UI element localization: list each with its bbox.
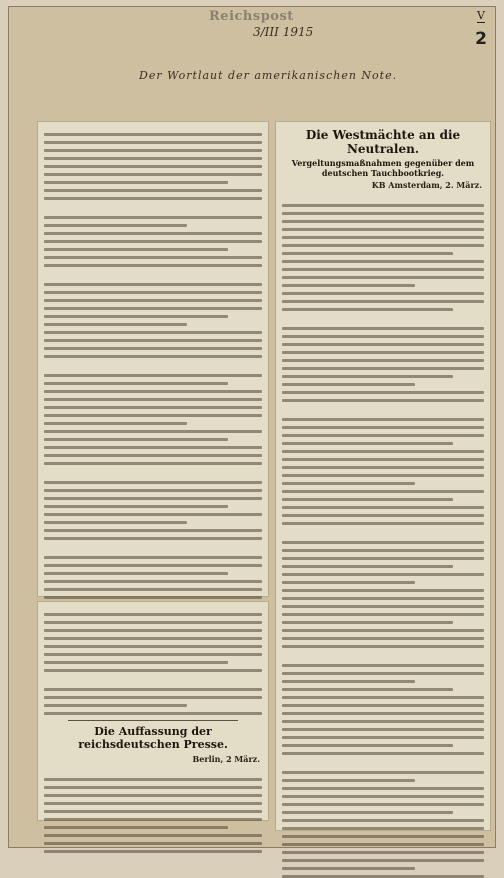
paragraph-gap — [38, 205, 268, 211]
text-line — [44, 778, 262, 781]
text-line — [282, 557, 484, 560]
text-line — [282, 300, 484, 303]
text-line — [282, 252, 453, 255]
text-line — [44, 216, 262, 219]
text-line — [44, 382, 228, 385]
text-line — [44, 645, 262, 648]
text-line — [44, 414, 262, 417]
paragraph-gap — [38, 677, 268, 683]
text-line — [44, 556, 262, 559]
text-line — [44, 688, 262, 691]
text-line — [44, 497, 262, 500]
text-line — [282, 827, 484, 830]
paragraph-gap — [38, 272, 268, 278]
text-line — [44, 398, 262, 401]
clipping-note-points — [37, 121, 269, 597]
text-line — [44, 596, 262, 599]
clipping-press-opinion — [37, 601, 269, 821]
text-line — [282, 458, 484, 461]
text-line — [44, 712, 262, 715]
text-line — [44, 653, 262, 656]
paragraph-gap — [38, 363, 268, 369]
text-line — [44, 331, 262, 334]
text-line — [282, 664, 484, 667]
text-line — [282, 851, 484, 854]
text-line — [44, 613, 262, 616]
text-line — [282, 744, 453, 747]
clipping-western-powers — [275, 121, 491, 831]
paragraph-gap — [276, 653, 490, 659]
text-line — [282, 335, 484, 338]
text-line — [44, 842, 262, 845]
text-line — [282, 803, 484, 806]
paragraph-gap — [38, 470, 268, 476]
text-line — [44, 637, 262, 640]
paragraph-gap — [38, 122, 268, 128]
paragraph-gap — [38, 767, 268, 773]
text-line — [44, 374, 262, 377]
text-line — [44, 291, 262, 294]
text-line — [44, 189, 262, 192]
text-line — [44, 283, 262, 286]
text-line — [44, 505, 228, 508]
text-line — [44, 661, 228, 664]
text-line — [282, 292, 484, 295]
text-line — [44, 786, 262, 789]
text-line — [44, 580, 262, 583]
text-line — [44, 669, 262, 672]
text-line — [282, 514, 484, 517]
newspaper-masthead: Reichspost — [209, 9, 294, 24]
text-line — [44, 438, 228, 441]
article-headline: Die Auffassung der reichsdeutschen Presse. — [78, 725, 228, 751]
text-line — [282, 327, 484, 330]
text-line — [44, 802, 262, 805]
text-line — [282, 712, 484, 715]
paragraph-gap — [276, 193, 490, 199]
text-line — [44, 696, 262, 699]
text-line — [282, 573, 484, 576]
text-line — [44, 621, 262, 624]
handwritten-note: Der Wortlaut der amerikanischen Note. — [139, 69, 398, 82]
text-line — [44, 564, 262, 567]
text-line — [282, 466, 484, 469]
text-line — [282, 613, 484, 616]
text-line — [44, 481, 262, 484]
text-line — [44, 834, 262, 837]
text-line — [44, 165, 262, 168]
text-line — [282, 260, 484, 263]
text-line — [282, 399, 484, 402]
paragraph-gap — [276, 760, 490, 766]
text-line — [282, 541, 484, 544]
text-line — [44, 489, 262, 492]
text-line — [44, 232, 262, 235]
text-line — [282, 736, 484, 739]
text-line — [44, 422, 187, 425]
paragraph-gap — [276, 530, 490, 536]
text-line — [44, 794, 262, 797]
volume-number: V — [477, 9, 485, 22]
text-line — [44, 818, 262, 821]
text-line — [282, 204, 484, 207]
text-line — [282, 549, 484, 552]
divider — [68, 720, 238, 721]
text-line — [282, 343, 484, 346]
text-line — [282, 506, 484, 509]
text-line — [44, 355, 262, 358]
text-line — [282, 867, 415, 870]
text-line — [44, 307, 262, 310]
text-line — [282, 565, 453, 568]
text-line — [44, 133, 262, 136]
text-line — [44, 462, 262, 465]
text-line — [282, 426, 484, 429]
text-line — [282, 498, 453, 501]
text-line — [282, 359, 484, 362]
text-line — [282, 581, 415, 584]
text-line — [282, 720, 484, 723]
text-line — [44, 629, 262, 632]
text-line — [282, 434, 484, 437]
paragraph-gap — [276, 316, 490, 322]
text-line — [282, 228, 484, 231]
text-line — [282, 522, 484, 525]
text-line — [44, 181, 228, 184]
text-line — [282, 244, 484, 247]
text-line — [282, 351, 484, 354]
article-headline: Die Westmächte an die Neutralen. — [305, 128, 461, 156]
text-line — [282, 442, 453, 445]
text-line — [282, 391, 484, 394]
text-line — [282, 621, 453, 624]
text-line — [282, 728, 484, 731]
text-line — [44, 264, 262, 267]
text-line — [44, 513, 262, 516]
text-line — [44, 173, 262, 176]
text-line — [282, 795, 484, 798]
text-line — [282, 704, 484, 707]
text-line — [44, 149, 262, 152]
text-line — [282, 474, 484, 477]
article-dateline: Berlin, 2 März. — [192, 754, 260, 764]
text-line — [282, 645, 484, 648]
text-line — [282, 375, 453, 378]
text-line — [282, 236, 484, 239]
text-line — [44, 850, 262, 853]
newspaper-sheet — [8, 6, 496, 848]
text-line — [282, 819, 484, 822]
text-line — [282, 220, 484, 223]
paragraph-gap — [38, 602, 268, 608]
text-line — [44, 430, 262, 433]
text-line — [282, 308, 453, 311]
text-line — [282, 589, 484, 592]
paragraph-gap — [276, 407, 490, 413]
text-line — [282, 367, 484, 370]
text-line — [282, 811, 453, 814]
text-line — [282, 859, 484, 862]
text-line — [282, 450, 484, 453]
text-line — [282, 268, 484, 271]
text-line — [44, 141, 262, 144]
text-line — [282, 482, 415, 485]
handwritten-date: 3/III 1915 — [253, 25, 314, 39]
text-line — [44, 323, 187, 326]
text-line — [44, 390, 262, 393]
text-line — [44, 529, 262, 532]
text-line — [282, 771, 484, 774]
text-line — [282, 276, 484, 279]
text-line — [44, 248, 228, 251]
text-line — [44, 406, 262, 409]
text-line — [282, 688, 453, 691]
text-line — [282, 284, 415, 287]
article-dateline: KB Amsterdam, 2. März. — [371, 180, 482, 190]
text-line — [282, 843, 484, 846]
text-line — [44, 157, 262, 160]
text-line — [282, 605, 484, 608]
text-line — [282, 629, 484, 632]
text-line — [282, 597, 484, 600]
text-line — [44, 588, 262, 591]
text-line — [44, 347, 262, 350]
text-line — [282, 383, 415, 386]
text-line — [282, 696, 484, 699]
text-line — [44, 197, 262, 200]
paragraph-gap — [38, 545, 268, 551]
text-line — [44, 572, 228, 575]
text-line — [282, 418, 484, 421]
page-number: 2 — [475, 29, 487, 49]
text-line — [44, 826, 228, 829]
text-line — [282, 779, 415, 782]
text-line — [44, 446, 262, 449]
text-line — [44, 256, 262, 259]
text-line — [44, 521, 187, 524]
text-line — [282, 637, 484, 640]
text-line — [44, 339, 262, 342]
text-line — [282, 490, 484, 493]
text-line — [282, 680, 415, 683]
text-line — [44, 299, 262, 302]
text-line — [44, 315, 228, 318]
text-line — [44, 810, 262, 813]
text-line — [282, 787, 484, 790]
text-line — [282, 672, 484, 675]
text-line — [282, 212, 484, 215]
text-line — [44, 224, 187, 227]
text-line — [44, 240, 262, 243]
text-line — [44, 454, 262, 457]
text-line — [282, 835, 484, 838]
text-line — [44, 537, 262, 540]
text-line — [44, 704, 187, 707]
article-subheadline: Vergeltungsmaßnahmen gegenüber dem deutschen Tauchbootkrieg. — [291, 158, 475, 178]
text-line — [282, 752, 484, 755]
